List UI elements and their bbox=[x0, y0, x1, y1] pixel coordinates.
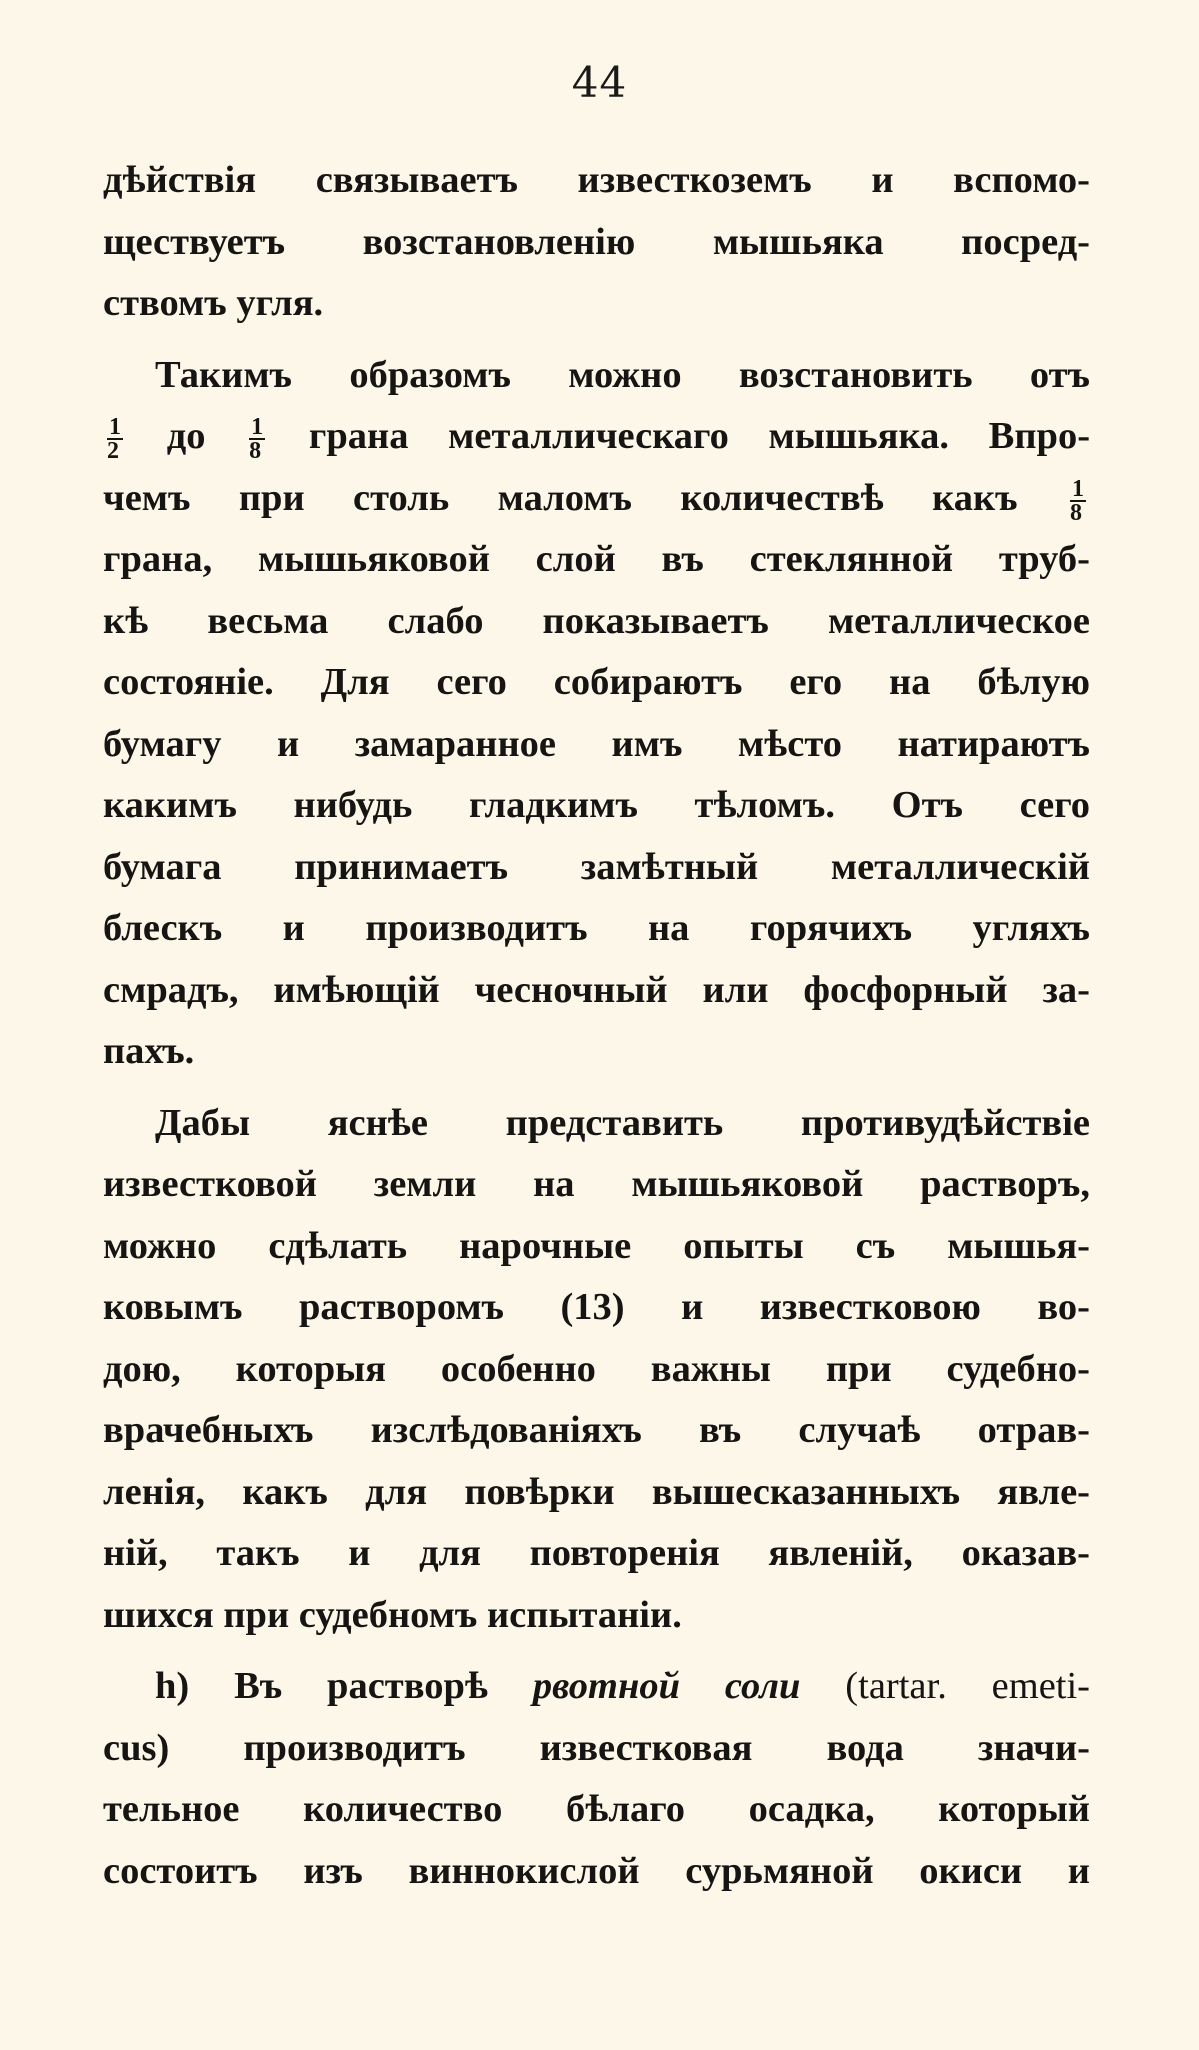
text-line: известковой земли на мышьяковой растворъ, bbox=[103, 1163, 1090, 1205]
text-line: дѣйствія связываетъ известкоземъ и вспомо- bbox=[103, 159, 1090, 201]
text-line: ковымъ растворомъ (13) и известковою во- bbox=[103, 1286, 1090, 1328]
fraction-eighth bbox=[1070, 475, 1086, 526]
latin-term: (tartar. emeti- bbox=[845, 1665, 1090, 1707]
fraction-eighth bbox=[249, 414, 265, 465]
text-line: бумага принимаетъ замѣтный металлическій bbox=[103, 845, 1090, 888]
text-line: тельное количество бѣлаго осадка, который bbox=[103, 1788, 1090, 1830]
text-line: ществуетъ возстановленію мышьяка посред- bbox=[103, 220, 1090, 263]
text-line-with-fraction bbox=[103, 468, 1090, 530]
text-line: шихся при судебномъ испытаніи. bbox=[103, 1593, 682, 1636]
text-line: какимъ нибудь гладкимъ тѣломъ. Отъ сего bbox=[103, 784, 1090, 826]
paragraph-gap bbox=[103, 1083, 1090, 1093]
paragraph-gap bbox=[103, 335, 1090, 345]
text-line: Дабы яснѣе представить противудѣйствіе bbox=[155, 1101, 1090, 1144]
text-span: h) Въ растворѣ bbox=[155, 1665, 488, 1707]
text-line: состоитъ изъ виннокислой сурьмяной окиси и bbox=[103, 1849, 1090, 1892]
fraction-numerator: 1 bbox=[251, 414, 264, 441]
text-line: можно сдѣлать нарочные опыты съ мышья- bbox=[103, 1224, 1090, 1267]
text-line-with-fractions bbox=[103, 406, 1090, 468]
fraction-half bbox=[107, 414, 123, 465]
text-line: cus) производитъ известковая вода значи- bbox=[103, 1726, 1090, 1769]
body-text bbox=[103, 150, 1090, 1902]
text-span: чемъ при столь маломъ количествѣ какъ bbox=[103, 476, 1018, 519]
fraction-denominator: 8 bbox=[249, 438, 262, 465]
text-line-mixed bbox=[103, 1656, 1090, 1718]
text-line: дою, которыя особенно важны при судебно- bbox=[103, 1347, 1090, 1390]
text-line: Такимъ образомъ можно возстановить отъ bbox=[155, 353, 1090, 396]
fraction-numerator: 1 bbox=[1072, 475, 1085, 502]
fraction-denominator: 8 bbox=[1070, 499, 1083, 526]
text-span: до bbox=[166, 415, 206, 457]
italic-term: рвотной соли bbox=[532, 1665, 801, 1707]
text-line: пахъ. bbox=[103, 1030, 195, 1072]
text-line: ній, такъ и для повторенія явленій, оказав- bbox=[103, 1532, 1090, 1574]
text-line: смрадъ, имѣющій чесночный или фосфорный за- bbox=[103, 968, 1090, 1011]
text-line: состояніе. Для сего собираютъ его на бѣлую bbox=[103, 661, 1090, 703]
text-line: грана, мышьяковой слой въ стеклянной труб- bbox=[103, 538, 1090, 580]
text-line: кѣ весьма слабо показываетъ металлическое bbox=[103, 599, 1090, 642]
text-line: ленія, какъ для повѣрки вышесказанныхъ явле- bbox=[103, 1470, 1090, 1513]
text-line: блескъ и производитъ на горячихъ угляхъ bbox=[103, 907, 1090, 949]
text-line: ствомъ угля. bbox=[103, 282, 324, 324]
text-line: врачебныхъ изслѣдованіяхъ въ случаѣ отрав- bbox=[103, 1409, 1090, 1451]
page-number: 44 bbox=[571, 58, 628, 107]
fraction-numerator: 1 bbox=[109, 414, 121, 441]
text-line: бумагу и замаранное имъ мѣсто натираютъ bbox=[103, 722, 1090, 765]
paragraph-gap bbox=[103, 1646, 1090, 1656]
text-span: грана металлическаго мышьяка. Впро- bbox=[308, 415, 1090, 457]
fraction-denominator: 2 bbox=[107, 438, 119, 465]
